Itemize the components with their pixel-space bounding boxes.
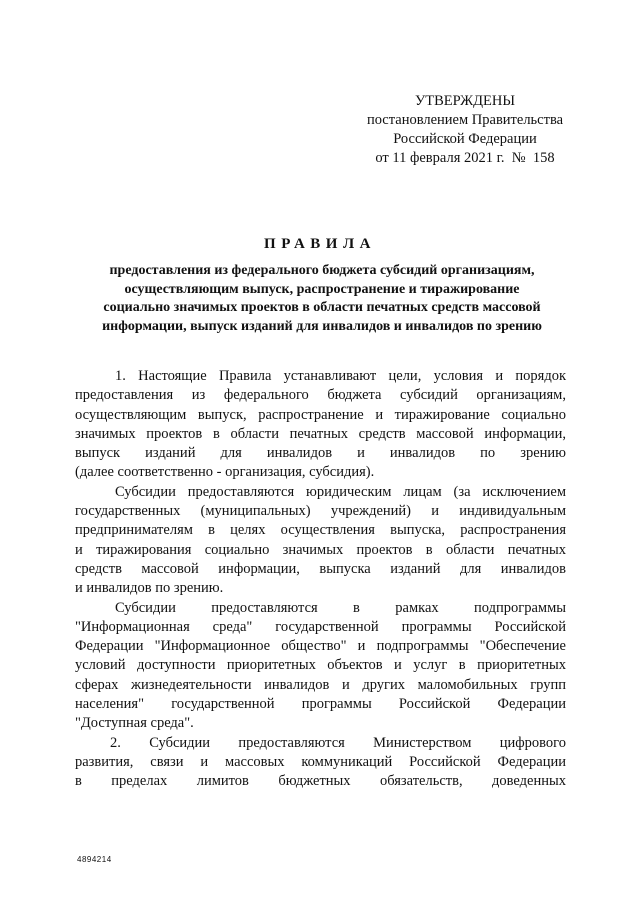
text-line: осуществляющим выпуск, распространение и тиражирование социально: [75, 406, 566, 423]
document-body: [75, 367, 566, 792]
subtitle-line: предоставления из федерального бюджета субсидий организациям,: [109, 263, 535, 278]
text-line: выпуск изданий для инвалидов и инвалидов по зрению: [75, 445, 566, 462]
approval-date-line: от 11 февраля 2021 г. № 158: [375, 150, 555, 166]
text-line: развития, связи и массовых коммуникаций Российской Федерации: [75, 753, 566, 770]
text-line: в пределах лимитов бюджетных обязательств, доведенных: [75, 773, 566, 790]
text-line: Федерации "Информационное общество" и подпрограммы "Обеспечение: [75, 638, 566, 655]
text-line: предоставления из федерального бюджета субсидий организациям,: [75, 387, 566, 404]
paragraph-2: [75, 483, 566, 599]
text-line: 2. Субсидии предоставляются Министерством цифрового: [110, 734, 566, 751]
document-subtitle: [72, 262, 572, 336]
text-line: "Доступная среда".: [75, 715, 194, 732]
text-line: условий доступности приоритетных объектов и услуг в приоритетных: [75, 657, 566, 674]
text-line: Субсидии предоставляются юридическим лицам (за исключением: [115, 483, 566, 500]
text-line: средств массовой информации, выпуска изданий для инвалидов: [75, 560, 566, 577]
text-line: и инвалидов по зрению.: [75, 580, 224, 597]
subtitle-line: осуществляющим выпуск, распространение и тиражирование: [124, 281, 520, 297]
text-line: сферах жизнедеятельности инвалидов и других маломобильных групп: [75, 676, 566, 693]
approval-block: [350, 92, 580, 168]
text-line: населения" государственной программы Российской Федерации: [75, 696, 566, 713]
text-line: и тиражирования социально значимых проектов в области печатных: [75, 541, 566, 558]
text-line: (далее соответственно - организация, субсидия).: [75, 464, 375, 481]
document-code: 4894214: [77, 855, 112, 864]
paragraph-4: [75, 734, 566, 792]
text-line: значимых проектов в области печатных средств массовой информации,: [75, 425, 566, 442]
paragraph-3: [75, 599, 566, 734]
document-title: ПРАВИЛА: [264, 236, 376, 252]
text-line: государственных (муниципальных) учреждений) и индивидуальным: [75, 503, 566, 520]
text-line: предпринимателям в целях осуществления выпуска, распространения: [75, 522, 566, 539]
subtitle-line: информации, выпуск изданий для инвалидов и инвалидов по зрению: [102, 318, 542, 334]
approval-heading: УТВЕРЖДЕНЫ: [414, 93, 516, 109]
approval-line: постановлением Правительства: [366, 112, 564, 128]
approval-line: Российской Федерации: [393, 131, 537, 147]
paragraph-1: [75, 367, 566, 483]
text-line: Субсидии предоставляются в рамках подпрограммы: [115, 599, 566, 616]
text-line: "Информационная среда" государственной программы Российской: [75, 618, 566, 635]
text-line: 1. Настоящие Правила устанавливают цели, условия и порядок: [115, 368, 566, 384]
subtitle-line: социально значимых проектов в области печатных средств массовой: [103, 300, 541, 315]
